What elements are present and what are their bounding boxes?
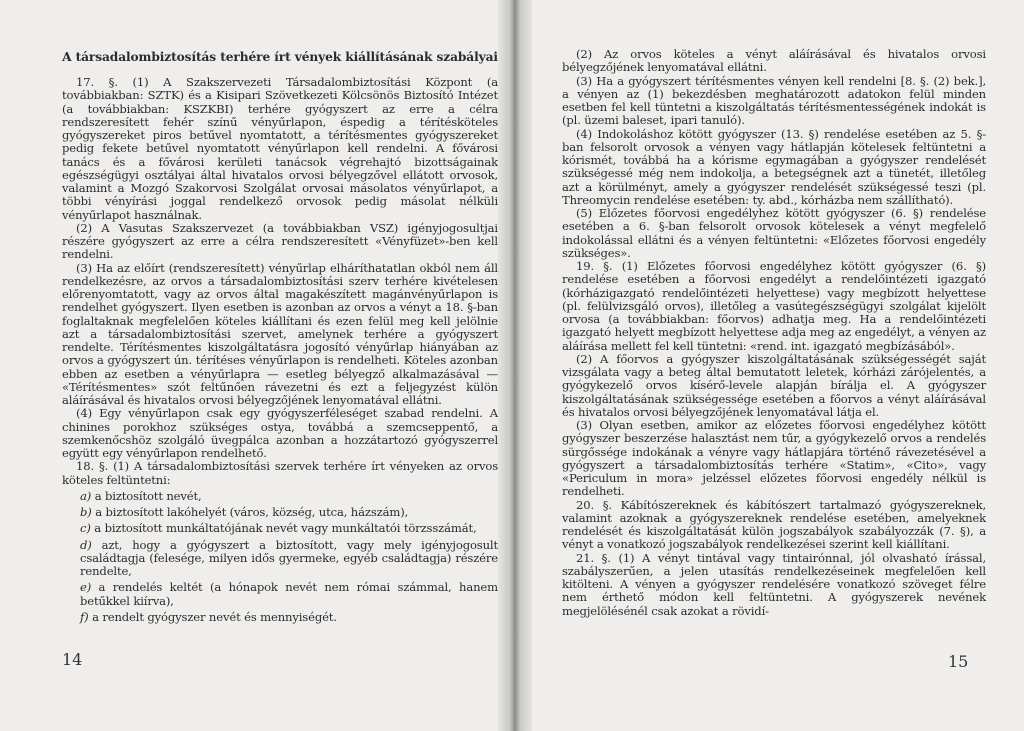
list-mark: d): [80, 537, 92, 552]
section-heading: A társadalombiztosítás terhére írt vények kiállításának szabályai: [62, 50, 498, 64]
list-text: a biztosított nevét,: [94, 488, 202, 503]
list-text: a biztosított lakóhelyét (város, község, utca, házszám),: [95, 505, 409, 519]
list-text: a biztosított munkáltatójának nevét vagy munkáltatói törzsszámát,: [94, 521, 477, 536]
list-item: [62, 611, 498, 624]
book-gutter: [498, 0, 532, 731]
list-mark: f): [80, 609, 89, 624]
list-mark: c): [80, 521, 91, 536]
paragraph: 21. §. (1) A vényt tintával vagy tintairónnal, jól olvasható írással, szabályszerűen, a jelen utasítás rendelkezéseinek megfelelően kell kitölteni. A vényen a gyógyszer rendelésére vonatkozó szöveget félre nem érthető módon kell feltüntetni. A gyógyszerek nevének megjelölésénél csak azokat a rövidí-: [562, 550, 986, 618]
page-number-left: 14: [62, 650, 83, 669]
list-item: [62, 539, 498, 579]
paragraph: (2) Az orvos köteles a vényt aláírásával és hivatalos orvosi bélyegzőjének lenyomatával ellátni.: [562, 47, 986, 75]
list-item: [62, 490, 498, 503]
paragraph: 17. §. (1) A Szakszervezeti Társadalombiztosítási Központ (a továbbiakban: SZTK) és a Kisipari Szövetkezeti Kölcsönös Biztosító Intézet (a továbbiakban: KSZKBI) terhére gyógyszert az erre a célra rendszeresített fehér színű vényűrlapon, éspedig a térítésköteles gyógyszereket piros betűvel nyomtatott, a térítésmentes gyógyszereket pedig fekete betűvel nyomtatott vényűrlapon kell rendelni. A fővárosi tanács és a fővárosi kerületi tanácsok végrehajtó bizottságainak egészségügyi osztályai által hivatalos orvosi bélyegzővel ellátott orvosok, valamint a Mozgó Szakorvosi Szolgálat orvosai másolatos vényűrlapot, a többi vényírási joggal rendelkező orvosok pedig másolat nélküli vényűrlapot használnak.: [62, 75, 498, 222]
list-text: azt, hogy a gyógyszert a biztosított, vagy mely igényjogosult családtagja (felesége, milyen idős gyermeke, egyéb családtagja) részére rendelte,: [80, 537, 498, 578]
paragraph: (4) Egy vényűrlapon csak egy gyógyszerféleséget szabad rendelni. A chinines porokhoz szükséges ostya, továbbá a szemcseppentő, a szemkenőcshöz szolgáló üvegpálca azonban a hozzátartozó gyógyszerrel együtt egy vényűrlapon rendelhető.: [62, 406, 498, 460]
paragraph: (4) Indokoláshoz kötött gyógyszer (13. §) rendelése esetében az 5. §-ban felsorolt orvosok a vényen vagy hátlapján kötelesek feltüntetni a kórismét, továbbá ha a kórisme egymagában a gyógyszer rendelését szükségessé még nem indokolja, a betegségnek azt a tünetét, illetőleg azt a körülményt, amely a gyógyszer rendelését szükségessé teszi (pl. Threomycin rendelése esetében: ty. abd., kórházba nem szállítható).: [562, 126, 986, 207]
paragraph: 19. §. (1) Előzetes főorvosi engedélyhez kötött gyógyszer (6. §) rendelése esetében a főorvosi engedélyt a rendelőintézeti igazgató (kórházigazgató rendelőintézeti helyettese) vagy megbízott helyettese (pl. felülvizsgáló orvos), illetőleg a vasútegészségügyi szolgálat kijelölt orvosa (a továbbiakban: főorvos) adhatja meg. Ha a rendelőintézeti igazgató helyett megbízott helyettese adja meg az engedélyt, a vényen az aláírása mellett fel kell tüntetni: «rend. int. igazgató megbízásából».: [562, 259, 986, 353]
list-item: [62, 581, 498, 608]
list-text: a rendelt gyógyszer nevét és mennyiségét.: [92, 609, 337, 624]
list-item: [62, 506, 498, 519]
paragraph: (3) Olyan esetben, amikor az előzetes főorvosi engedélyhez kötött gyógyszer beszerzése halasztást nem tűr, a gyógykezelő orvos a rendelés sürgőssége indokának a vényre vagy hátlapjára történő rávezetésével a gyógyszert a társadalombiztosítás terhére «Statim», «Cito», vagy «Periculum in mora» jelzéssel előzetes főorvosi engedély nélkül is rendelheti.: [562, 418, 986, 499]
paragraph: (3) Ha az előírt (rendszeresített) vényűrlap elháríthatatlan okból nem áll rendelkezésre, az orvos a társadalombiztosítási szerv terhére kivételesen előrenyomtatott, vagy az orvos által magakészített magánvényűrlapon is rendelhet gyógyszert. Ilyen esetben is azonban az orvos a vényt a 18. §-ban foglaltaknak megfelelően köteles kiállítani és ezen felül meg kell jelölnie azt a társadalombiztosítási szervet, amelynek terhére a gyógyszert rendelte. Térítésmentes kiszolgáltatásra jogosító vényűrlap hiányában az orvos a gyógyszert ún. térítéses vényűrlapon is rendelheti. Köteles azonban ebben az esetben a vényűrlapra — esetleg bélyegző alkalmazásával — «Térítésmentes» szót feltűnően rávezetni és ezt a feljegyzést külön aláírásával és hivatalos orvosi bélyegzőjének lenyomatával ellátni.: [62, 260, 498, 407]
paragraph: (3) Ha a gyógyszert térítésmentes vényen kell rendelni [8. §. (2) bek.], a vényen az (1) bekezdésben meghatározott adatokon felül minden esetben fel kell tüntetni a kiszolgáltatás térítésmentességének indokát is (pl. üzemi baleset, ipari tanuló).: [562, 73, 986, 128]
paragraph: (5) Előzetes főorvosi engedélyhez kötött gyógyszer (6. §) rendelése esetében a 6. §-ban felsorolt orvosok kötelesek a vényt megfelelő indokolással ellátni és a vényen feltüntetni: «Előzetes főorvosi engedély szükséges».: [562, 206, 986, 260]
list-item: [62, 522, 498, 535]
page-number-right: 15: [948, 652, 969, 671]
list-mark: a): [80, 488, 92, 503]
paragraph: 20. §. Kábítószereknek és kábítószert tartalmazó gyógyszereknek, valamint azoknak a gyógyszereknek rendelése esetében, amelyeknek rendelését és kiszolgáltatását külön jogszabályok szabályozzák (7. §), a vényt a vonatkozó jogszabályok rendelkezései szerint kell kiállítani.: [562, 497, 986, 552]
paragraph: 18. §. (1) A társadalombiztosítási szervek terhére írt vényeken az orvos köteles feltüntetni:: [62, 459, 498, 487]
right-page: [512, 0, 1024, 731]
paragraph: (2) A Vasutas Szakszervezet (a továbbiakban VSZ) igényjogosultjai részére gyógyszert az erre a célra rendszeresített «Vényfüzet»-ben kell rendelni.: [62, 220, 498, 262]
list-mark: e): [80, 580, 92, 595]
right-page-text: [562, 48, 986, 618]
paragraph: (2) A főorvos a gyógyszer kiszolgáltatásának szükségességét saját vizsgálata vagy a beteg által bemutatott leletek, kórházi zárójelentés, a gyógykezelő orvos kísérő-levele alapján bírálja el. A gyógyszer kiszolgáltatásának szükségessége esetében a főorvos a vényt aláírásával és hivatalos orvosi bélyegzőjének lenyomatával látja el.: [562, 351, 986, 419]
left-page-text: [62, 76, 498, 624]
list-text: a rendelés keltét (a hónapok nevét nem római számmal, hanem betűkkel kiírva),: [80, 580, 498, 608]
list-mark: b): [80, 505, 92, 519]
